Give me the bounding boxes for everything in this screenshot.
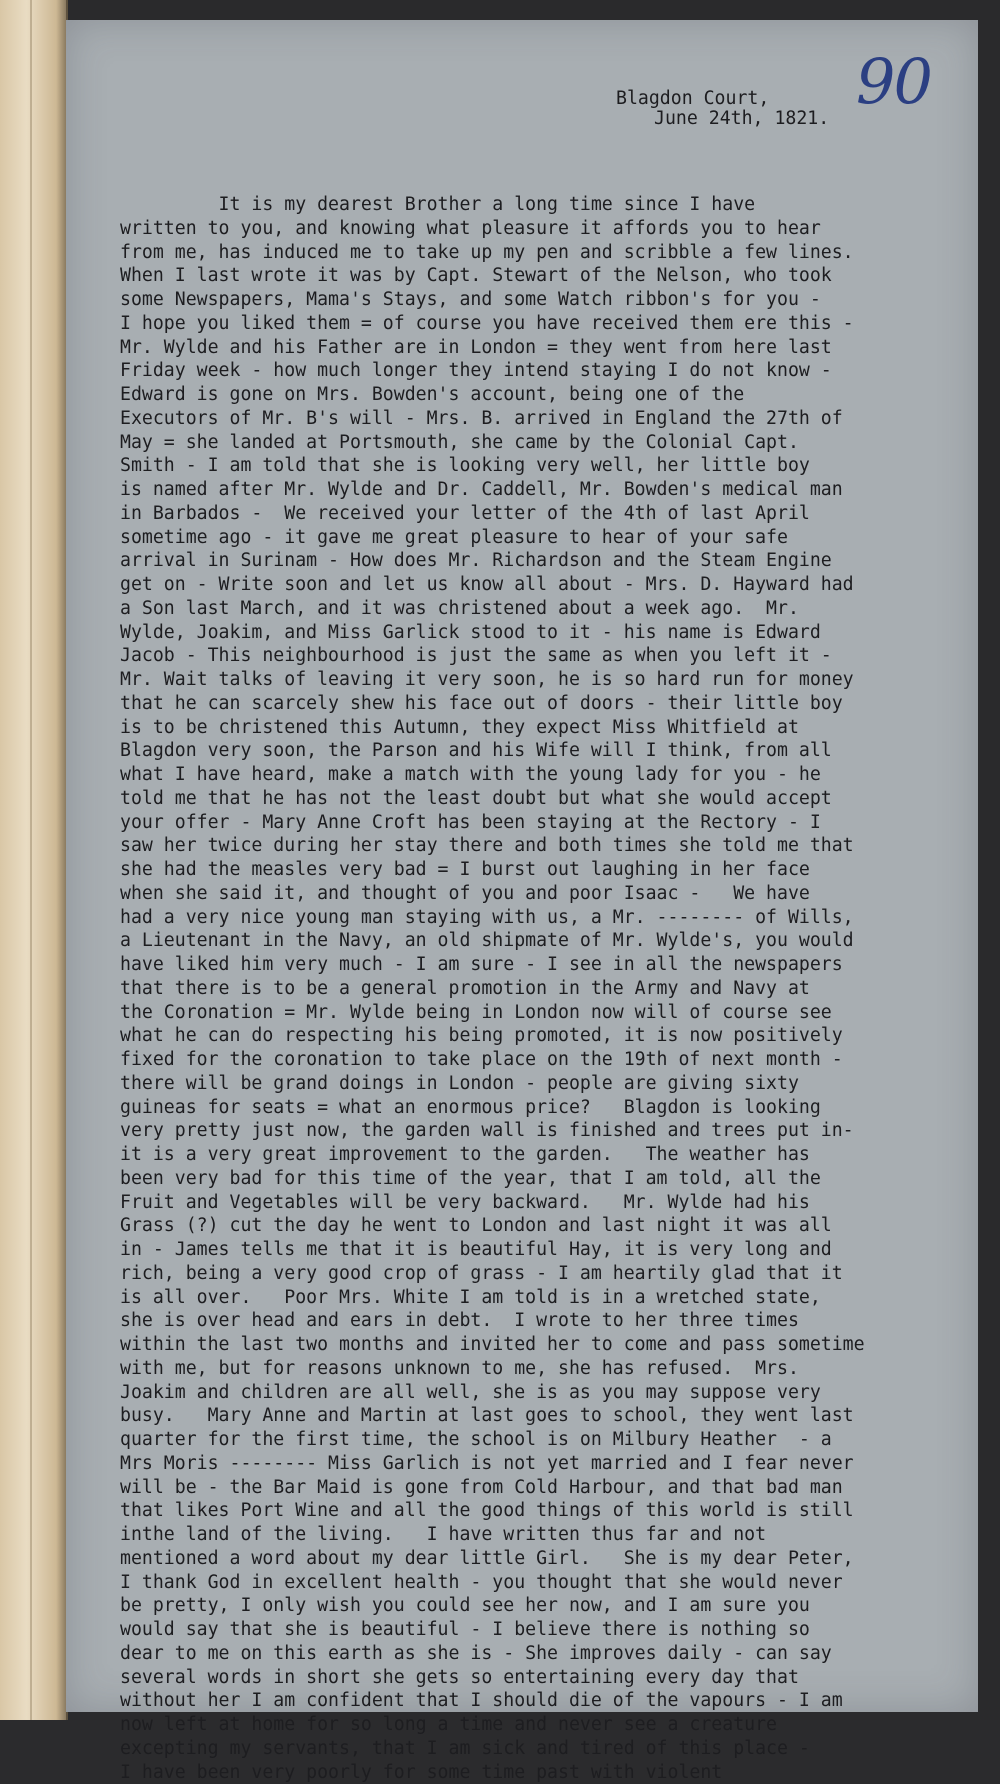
letter-line: May = she landed at Portsmouth, she came by the Colonial Capt. xyxy=(120,431,865,455)
letter-line: Edward is gone on Mrs. Bowden's account, being one of the xyxy=(120,383,865,407)
letter-line: a Lieutenant in the Navy, an old shipmate of Mr. Wylde's, you would xyxy=(120,929,865,953)
letter-line: when she said it, and thought of you and poor Isaac - We have xyxy=(120,882,865,906)
letter-line: that likes Port Wine and all the good things of this world is still xyxy=(120,1499,865,1523)
letter-line: that there is to be a general promotion in the Army and Navy at xyxy=(120,977,865,1001)
letter-line: get on - Write soon and let us know all about - Mrs. D. Hayward had xyxy=(120,573,865,597)
letter-body xyxy=(120,193,865,1784)
letter-line: Grass (?) cut the day he went to London and last night it was all xyxy=(120,1214,865,1238)
letter-line: she is over head and ears in debt. I wrote to her three times xyxy=(120,1309,865,1333)
letter-line: some Newspapers, Mama's Stays, and some Watch ribbon's for you - xyxy=(120,288,865,312)
letter-line: that he can scarcely shew his face out of doors - their little boy xyxy=(120,692,865,716)
letter-line: Executors of Mr. B's will - Mrs. B. arrived in England the 27th of xyxy=(120,407,865,431)
letter-line: Friday week - how much longer they intend staying I do not know - xyxy=(120,359,865,383)
letter-line: in Barbados - We received your letter of the 4th of last April xyxy=(120,502,865,526)
letter-line: have liked him very much - I am sure - I see in all the newspapers xyxy=(120,953,865,977)
adjacent-page-edge xyxy=(0,0,68,1720)
letter-line: written to you, and knowing what pleasure it affords you to hear xyxy=(120,217,865,241)
letter-place: Blagdon Court, xyxy=(616,88,769,109)
letter-line: within the last two months and invited her to come and pass sometime xyxy=(120,1333,865,1357)
letter-line: had a very nice young man staying with us, a Mr. -------- of Wills, xyxy=(120,906,865,930)
letter-line: Mrs Moris -------- Miss Garlich is not yet married and I fear never xyxy=(120,1452,865,1476)
letter-line: Blagdon very soon, the Parson and his Wife will I think, from all xyxy=(120,739,865,763)
letter-line: is to be christened this Autumn, they expect Miss Whitfield at xyxy=(120,716,865,740)
letter-line: excepting my servants, that I am sick and tired of this place - xyxy=(120,1737,865,1761)
letter-line: busy. Mary Anne and Martin at last goes to school, they went last xyxy=(120,1404,865,1428)
letter-line: be pretty, I only wish you could see her now, and I am sure you xyxy=(120,1594,865,1618)
page-number: 90 xyxy=(856,45,931,118)
letter-line: she had the measles very bad = I burst out laughing in her face xyxy=(120,858,865,882)
letter-line: When I last wrote it was by Capt. Stewart of the Nelson, who took xyxy=(120,264,865,288)
letter-line: sometime ago - it gave me great pleasure to hear of your safe xyxy=(120,526,865,550)
letter-line: several words in short she gets so entertaining every day that xyxy=(120,1666,865,1690)
letter-line: fixed for the coronation to take place on the 19th of next month - xyxy=(120,1048,865,1072)
letter-line: Fruit and Vegetables will be very backward. Mr. Wylde had his xyxy=(120,1191,865,1215)
letter-line: your offer - Mary Anne Croft has been staying at the Rectory - I xyxy=(120,811,865,835)
letter-line: now left at home for so long a time and never see a creature xyxy=(120,1713,865,1737)
letter-line: very pretty just now, the garden wall is finished and trees put in- xyxy=(120,1119,865,1143)
letter-line: I have been very poorly for some time past with violent xyxy=(120,1761,865,1784)
letter-line: quarter for the first time, the school is on Milbury Heather - a xyxy=(120,1428,865,1452)
letter-date: June 24th, 1821. xyxy=(654,108,829,129)
letter-line: arrival in Surinam - How does Mr. Richardson and the Steam Engine xyxy=(120,549,865,573)
letter-line: rich, being a very good crop of grass - I am heartily glad that it xyxy=(120,1262,865,1286)
letter-line: Wylde, Joakim, and Miss Garlick stood to it - his name is Edward xyxy=(120,621,865,645)
letter-line: saw her twice during her stay there and both times she told me that xyxy=(120,834,865,858)
letter-line: Mr. Wylde and his Father are in London = they went from here last xyxy=(120,336,865,360)
letter-line: there will be grand doings in London - people are giving sixty xyxy=(120,1072,865,1096)
letter-line: inthe land of the living. I have written thus far and not xyxy=(120,1523,865,1547)
letter-line: guineas for seats = what an enormous price? Blagdon is looking xyxy=(120,1096,865,1120)
letter-line: I hope you liked them = of course you have received them ere this - xyxy=(120,312,865,336)
letter-line: what I have heard, make a match with the young lady for you - he xyxy=(120,763,865,787)
letter-line: It is my dearest Brother a long time since I have xyxy=(120,193,865,217)
letter-line: is named after Mr. Wylde and Dr. Caddell, Mr. Bowden's medical man xyxy=(120,478,865,502)
letter-line: what he can do respecting his being promoted, it is now positively xyxy=(120,1024,865,1048)
letter-line: with me, but for reasons unknown to me, she has refused. Mrs. xyxy=(120,1357,865,1381)
letter-line: Smith - I am told that she is looking very well, her little boy xyxy=(120,454,865,478)
letter-line: would say that she is beautiful - I believe there is nothing so xyxy=(120,1618,865,1642)
letter-line: Joakim and children are all well, she is as you may suppose very xyxy=(120,1381,865,1405)
letter-line: been very bad for this time of the year, that I am told, all the xyxy=(120,1167,865,1191)
letter-line: will be - the Bar Maid is gone from Cold Harbour, and that bad man xyxy=(120,1476,865,1500)
letter-line: dear to me on this earth as she is - She improves daily - can say xyxy=(120,1642,865,1666)
letter-line: a Son last March, and it was christened about a week ago. Mr. xyxy=(120,597,865,621)
letter-line: without her I am confident that I should die of the vapours - I am xyxy=(120,1689,865,1713)
letter-line: the Coronation = Mr. Wylde being in London now will of course see xyxy=(120,1001,865,1025)
letter-line: Mr. Wait talks of leaving it very soon, he is so hard run for money xyxy=(120,668,865,692)
letter-line: Jacob - This neighbourhood is just the same as when you left it - xyxy=(120,644,865,668)
letter-line: in - James tells me that it is beautiful Hay, it is very long and xyxy=(120,1238,865,1262)
letter-line: mentioned a word about my dear little Girl. She is my dear Peter, xyxy=(120,1547,865,1571)
letter-line: is all over. Poor Mrs. White I am told is in a wretched state, xyxy=(120,1286,865,1310)
letter-line: from me, has induced me to take up my pen and scribble a few lines. xyxy=(120,241,865,265)
letter-line: I thank God in excellent health - you thought that she would never xyxy=(120,1571,865,1595)
letter-line: it is a very great improvement to the garden. The weather has xyxy=(120,1143,865,1167)
letter-line: told me that he has not the least doubt but what she would accept xyxy=(120,787,865,811)
